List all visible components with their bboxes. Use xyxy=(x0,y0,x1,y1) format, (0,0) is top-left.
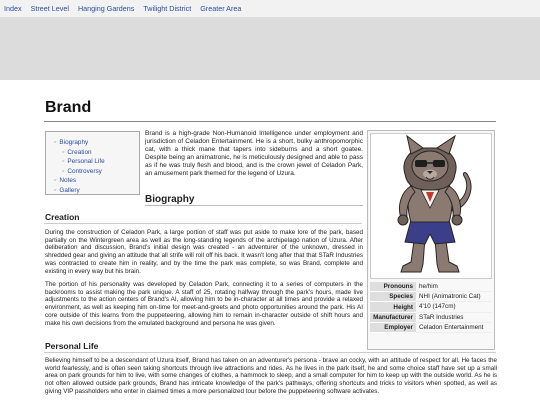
toc-link-gallery[interactable]: Gallery xyxy=(59,186,80,194)
infobox-value: 4'10 (147cm) xyxy=(416,302,492,312)
personal-life-divider xyxy=(44,352,496,353)
infobox-row-species xyxy=(370,292,492,302)
header-banner xyxy=(0,18,540,80)
personal-life-paragraph: Believing himself to be a descendant of Uzura itself, Brand has taken on an adventurer's persona - brave an cocky, with an attitude of respect for all. He faces the world fearlessly, and is often seen taking shortcuts through live attractions and rides. As he lives in the park itself, he and some choice staff have set up a small area on park grounds for him to live, with some changes of clothes, a hammock to sleep, and a small computer for him to keep up with the outside world. As he is not often allowed outside park grounds, Brand has intricate knowledge of the park's pathways, offering shortcuts and tricks to visitors when spotted, as well as giving VIP passholders who enter in claimed times a more personalized tour before the puppeteering software activates. xyxy=(45,357,497,395)
page-title: Brand xyxy=(45,99,92,116)
top-nav xyxy=(0,0,540,18)
creation-paragraph-1: During the construction of Celadon Park, a large portion of staff was put aside to make lore of the park, based partially on the Wintergreen area as well as the long-standing legends of the archipelago nation of Uzura. After deliberation and discussion, Brand's initial design was created - an adventurer of the unknown, dressed in shredded gear and giving an attitude that all strife will roll off his back. It wasn't long after that that STaR Industries was contracted to create him in reality, and by the time the park was complete, so was Brand, complete and existing in every way but his brain. xyxy=(45,229,363,275)
toc-item xyxy=(54,148,135,158)
infobox-value: Celadon Entertainment xyxy=(416,322,492,332)
toc-item xyxy=(54,176,135,186)
infobox-row-height xyxy=(370,302,492,312)
character-portrait xyxy=(370,133,492,279)
infobox-label: Species xyxy=(370,292,416,302)
toc-link-notes[interactable]: Notes xyxy=(59,177,77,185)
infobox-label: Employer xyxy=(370,322,416,332)
infobox-row-pronouns xyxy=(370,282,492,292)
cat-character-illustration xyxy=(371,134,491,278)
biography-heading: Biography xyxy=(145,194,195,205)
toc-link-biography[interactable]: Biography xyxy=(59,138,89,146)
toc-item xyxy=(54,157,135,167)
toc-item xyxy=(54,186,135,196)
infobox-row-employer xyxy=(370,322,492,332)
creation-paragraph-2: The portion of his personality was developed by Celadon Park, connecting it to a series of computers in the backrooms to assist making the park unique. A staff of 25, rotating halfway through the park's hours, made live adjustments to the action centers of Brand's AI, allowing him to be in-character at all times and provide a relaxed environment, as well as keeping him on-time for meet-and-greets and photo opportunities around the park. His AI core outside of this learns from the puppeteering, allowing him to remain in-character outside of shift hours and make his own decisions from the emulated background and persona he was given. xyxy=(45,281,363,327)
nav-link-greater-area[interactable]: Greater Area xyxy=(200,4,242,13)
toc-link-personal-life[interactable]: Personal Life xyxy=(67,158,105,166)
nav-link-hanging-gardens[interactable]: Hanging Gardens xyxy=(77,4,135,13)
infobox-value: STaR Industries xyxy=(416,312,492,322)
toc-item xyxy=(54,167,135,177)
toc-link-creation[interactable]: Creation xyxy=(67,148,92,156)
infobox-value: NHI (Animatronic Cat) xyxy=(416,292,492,302)
biography-divider xyxy=(145,205,363,206)
title-divider xyxy=(44,121,496,122)
nav-link-index[interactable]: Index xyxy=(4,4,22,13)
infobox-label: Pronouns xyxy=(370,282,416,292)
infobox-value: he/him xyxy=(416,282,492,292)
intro-paragraph: Brand is a high-grade Non-Humanoid Intelligence under employment and jurisdiction of Celadon Entertainment. He is a short, bulky anthropomorphic cat, with a thick mane that tapers into sideburns and a short goatee. Despite being an animatronic, he is meticulously designed and able to pass as if he was truly flesh and blood, and is the crown jewel of Celadon Park, an amusement park themed for the legend of Uzura. xyxy=(145,130,363,178)
creation-divider xyxy=(44,223,362,224)
character-infobox xyxy=(367,130,495,350)
infobox-label: Height xyxy=(370,302,416,312)
nav-link-twilight-district[interactable]: Twilight District xyxy=(143,4,192,13)
creation-heading: Creation xyxy=(45,212,80,222)
nav-link-street-level[interactable]: Street Level xyxy=(30,4,69,13)
toc-item xyxy=(54,138,135,148)
toc-link-controversy[interactable]: Controversy xyxy=(67,167,102,175)
personal-life-heading: Personal Life xyxy=(45,341,99,351)
infobox-row-manufacturer xyxy=(370,312,492,322)
infobox-table xyxy=(370,282,492,333)
infobox-label: Manufacturer xyxy=(370,312,416,322)
table-of-contents xyxy=(45,131,140,195)
